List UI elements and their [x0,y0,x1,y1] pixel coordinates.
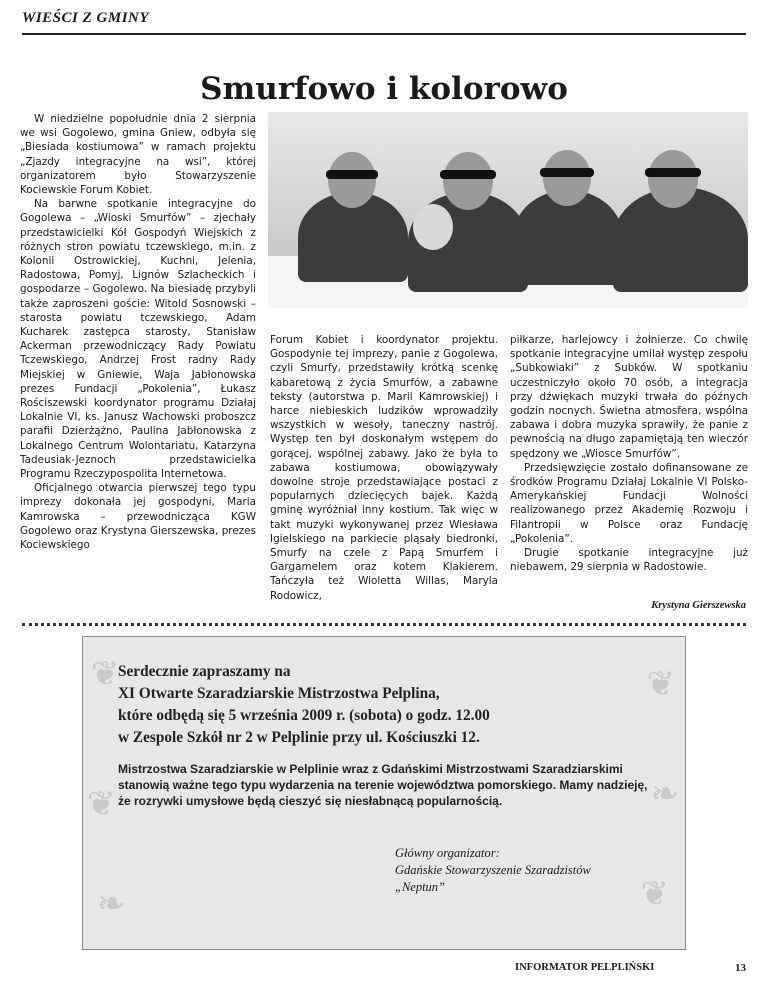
leaf-decoration-icon: ❦ [640,874,669,914]
organizer-name: Gdańskie Stowarzyszenie Szaradzistów [395,863,591,877]
article-column-3 [510,333,748,574]
invitation-line: XI Otwarte Szaradziarskie Mistrzostwa Pelplina, [118,685,440,702]
header-rule [22,33,746,35]
article-author: Krystyna Gierszewska [651,600,746,611]
paragraph: Oficjalnego otwarcia pierwszej tego typu imprezy dokonała jej gospodyni, Maria Kamrowska – przewodnicząca KGW Gogolewo oraz Krystyna Gierszewska, prezes Kociewskiego [20,482,256,552]
photo-mask [326,170,378,179]
dotted-separator [22,623,746,626]
organizer-name-quoted: „Neptun” [395,880,446,894]
article-photo [268,112,748,308]
leaf-decoration-icon: ❧ [650,774,679,814]
paragraph: piłkarze, harlejowcy i żołnierze. Co chwilę spotkanie integracyjne umilał występ zespołu „Subkowiaki” z Subków. W spotkaniu uczestniczyło około 70 osób, a integracja przy dźwiękach muzyki trwała do późnych godzin nocnych. Świetna atmosfera, wspólna zabawa i dobra muzyka sprawiły, że panie z pewnością na długo zapamiętają ten wieczór spędzony we „Wiosce Smurfów”. [510,334,748,460]
invitation-notice: Mistrzostwa Szaradziarskie w Pelplinie wraz z Gdańskimi Mistrzostwami Szaradziarskimi stanowią ważne tego typu wydarzenia na terenie województwa pomorskiego. Mamy nadzieję, że rozrywki umysłowe będą cieszyć się niesłabnącą popularnością. [118,762,648,808]
invitation-text [118,661,490,749]
photo-child-face [413,204,453,250]
invitation-box [82,636,686,950]
photo-face [648,150,698,208]
invitation-line: w Zespole Szkół nr 2 w Pelplinie przy ul. Kościuszki 12. [118,729,480,746]
invitation-line: Serdecznie zapraszamy na [118,663,291,680]
photo-mask [540,168,594,177]
section-header: WIEŚCI Z GMINY [22,10,150,26]
article-column-2 [270,333,498,603]
leaf-decoration-icon: ❦ [91,654,120,694]
photo-face [543,150,591,206]
paragraph: Forum Kobiet i koordynator projektu. Gospodynie tej imprezy, panie z Gogolewa, czyli Smurfy, przedstawiły krótką scenkę kabaretową z życia Smurfów, a zabawne teksty (autorstwa p. Marii Kamrowskiej) i harce niebieskich ludzików wprowadziły wszystkich w wesoły, taneczny nastrój. Występ ten był doskonałym wstępem do gorącej, wspólnej zabawy. Jako że była to zabawa kostiumowa, obowiązywały dowolne stroje przedstawiające postaci z popularnych dziecięcych bajek. Każdą gminę wyróżniał inny kostium. Tak więc w takt muzyki wykonywanej przez Wiesława Igielskiego na parkiecie pląsały biedronki, Smurfy na czele z Papą Smurfem i Gargamelem oraz kotem Klakierem. Tańczyła też Wioletta Willas, Maryla Rodowicz, [270,334,498,602]
paragraph: Drugie spotkanie integracyjne już niebawem, 29 sierpnia w Radostowie. [510,547,748,574]
leaf-decoration-icon: ❦ [87,784,116,824]
photo-face [328,152,376,208]
publication-name: INFORMATOR PELPLIŃSKI [515,962,655,973]
photo-mask [440,170,496,179]
paragraph: W niedzielne popołudnie dnia 2 sierpnia we wsi Gogolewo, gmina Gniew, odbyła się „Biesiada kostiumowa” w ramach projektu „Zjazdy integracyjne na wsi”, której organizatorem było Stowarzyszenie Kociewskie Forum Kobiet. [20,113,256,197]
leaf-decoration-icon: ❦ [646,664,675,704]
photo-face [443,152,493,210]
article-title: Smurfowo i kolorowo [200,70,568,107]
article-column-1 [20,112,256,552]
paragraph: Przedsięwzięcie zostało dofinansowane ze środków Programu Działaj Lokalnie VI Polsko-Amerykańskiej Fundacji Wolności realizowanego przez Akademię Rozwoju i Filantropii w Polsce oraz Fundację „Pokolenia”. [510,461,748,545]
page-number: 13 [735,962,746,974]
leaf-decoration-icon: ❧ [97,884,126,924]
organizer-block [395,845,591,896]
paragraph: Na barwne spotkanie integracyjne do Gogolewa – „Wioski Smurfów” – zjechały przedstawicielki Kół Gospodyń Wiejskich z różnych stron powiatu tczewskiego, m.in. z Kolonii Ostrowickiej, Kuchni, Jelenia, Radostowa, Pomyj, Lignów Szlacheckich i gospodarze – Gogolewo. Na biesiadę przybyli także zaproszeni goście: Witold Sosnowski – starosta powiatu tczewskiego, Adam Kucharek zastępca starosty, Stanisław Ackerman przewodniczący Rady Powiatu Tczewskiego, Andrzej Frost radny Rady Miejskiej w Gniewie, Waja Jabłonowska prezes Fundacji „Pokolenia”, Łukasz Rościszewski koordynator programu Działaj Lokalnie VI, ks. Janusz Wachowski proboszcz parafii Dzierżążno, Paulina Jabłonowska z Lokalnego Centrum Wolontariatu, Katarzyna Tadeusiak-Jeznoch przedstawicielka Programu Rzeczypospolita Internetowa. [20,198,256,481]
organizer-label: Główny organizator: [395,846,500,860]
photo-mask [645,168,701,177]
invitation-line: które odbędą się 5 września 2009 r. (sobota) o godz. 12.00 [118,707,490,724]
